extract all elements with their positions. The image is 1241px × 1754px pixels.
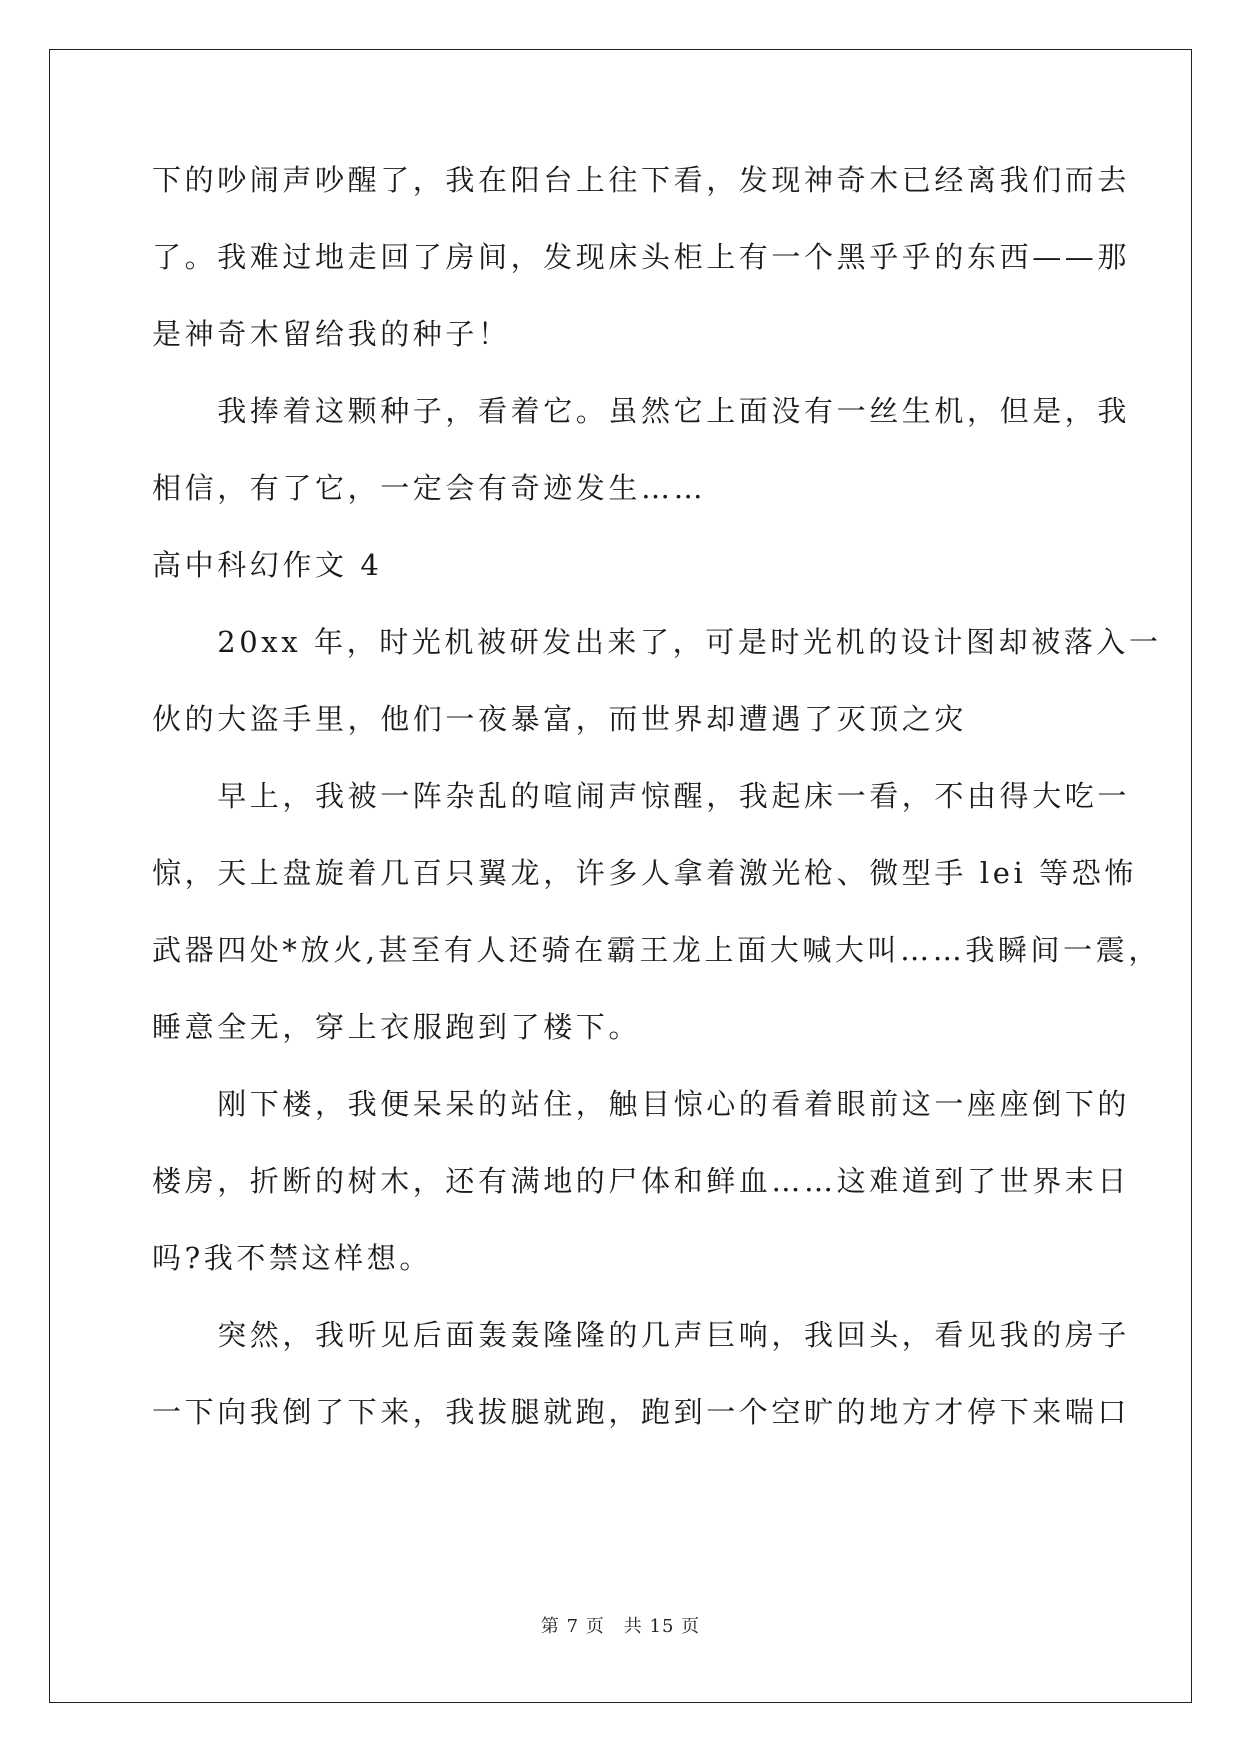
text-line-2: 了。我难过地走回了房间，发现床头柜上有一个黑乎乎的东西——那 xyxy=(152,240,1131,274)
text-line-17: 一下向我倒了下来，我拔腿就跑，跑到一个空旷的地方才停下来喘口 xyxy=(152,1395,1131,1429)
text-line-7: 20xx 年，时光机被研发出来了，可是时光机的设计图却被落入一 xyxy=(152,625,1162,659)
section-heading: 高中科幻作文 4 xyxy=(152,548,383,582)
page-number: 第 7 页 共 15 页 xyxy=(540,1616,701,1637)
text-line-14: 楼房，折断的树木，还有满地的尸体和鲜血……这难道到了世界末日 xyxy=(152,1164,1131,1198)
text-line-8: 伙的大盗手里，他们一夜暴富，而世界却遭遇了灭顶之灾 xyxy=(152,702,968,736)
text-line-1: 下的吵闹声吵醒了，我在阳台上往下看，发现神奇木已经离我们而去 xyxy=(152,163,1131,197)
text-line-5: 相信，有了它，一定会有奇迹发生…… xyxy=(152,471,707,505)
text-line-10: 惊，天上盘旋着几百只翼龙，许多人拿着激光枪、微型手 lei 等恐怖 xyxy=(152,856,1137,890)
text-line-13: 刚下楼，我便呆呆的站住，触目惊心的看着眼前这一座座倒下的 xyxy=(152,1087,1131,1121)
text-line-4: 我捧着这颗种子，看着它。虽然它上面没有一丝生机，但是，我 xyxy=(152,394,1131,428)
text-line-12: 睡意全无，穿上衣服跑到了楼下。 xyxy=(152,1010,642,1044)
text-line-15: 吗?我不禁这样想。 xyxy=(152,1241,432,1275)
text-line-16: 突然，我听见后面轰轰隆隆的几声巨响，我回头，看见我的房子 xyxy=(152,1318,1131,1352)
text-line-11: 武器四处*放火,甚至有人还骑在霸王龙上面大喊大叫……我瞬间一震， xyxy=(152,933,1161,967)
text-line-9: 早上，我被一阵杂乱的喧闹声惊醒，我起床一看，不由得大吃一 xyxy=(152,779,1131,813)
text-line-3: 是神奇木留给我的种子！ xyxy=(152,317,511,351)
